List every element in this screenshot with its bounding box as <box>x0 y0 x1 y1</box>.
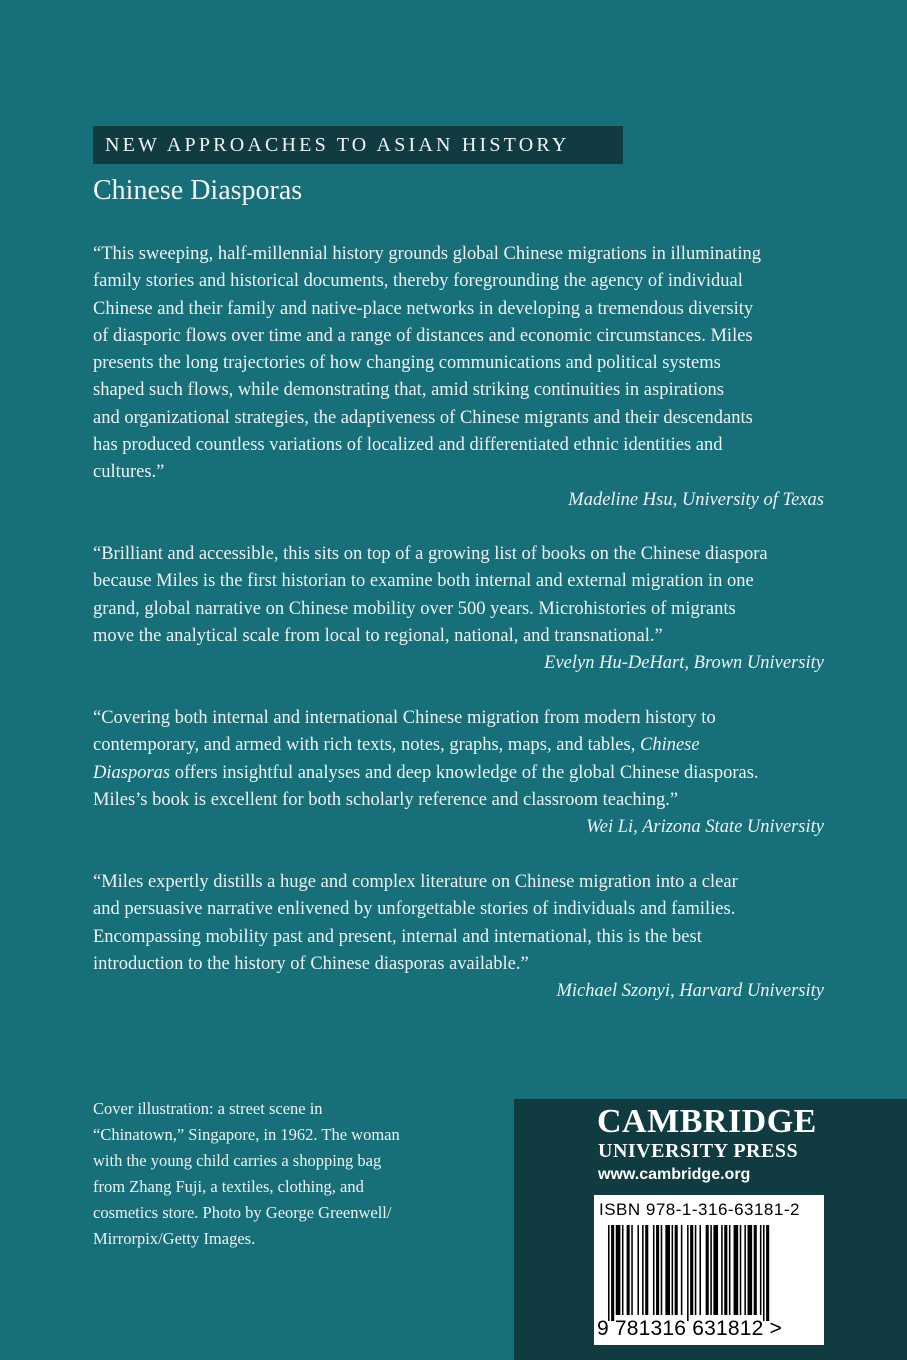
barcode-bar <box>642 1225 644 1315</box>
quote-line: “This sweeping, half-millennial history grounds global Chinese migrations in illuminating <box>93 244 761 264</box>
barcode-bar <box>627 1225 630 1315</box>
barcode-bar <box>695 1225 697 1315</box>
series-banner <box>93 126 623 164</box>
quote-line: offers insightful analyses and deep knowledge of the global Chinese diasporas. <box>170 762 759 783</box>
credit-line: from Zhang Fuji, a textiles, clothing, and <box>93 1177 364 1196</box>
quote-line: has produced countless variations of localized and differentiated ethnic identities and <box>93 435 723 456</box>
barcode-bar <box>616 1225 621 1315</box>
barcode-bar <box>645 1225 648 1315</box>
book-title-italic: Chinese <box>639 735 700 756</box>
quote-line: family stories and historical documents, thereby foregrounding the agency of individual <box>93 271 743 292</box>
barcode-bar <box>724 1225 727 1315</box>
quote-text <box>93 705 824 814</box>
quote-line: Chinese and their family and native-place networks in developing a tremendous diversity <box>93 298 754 319</box>
quote-attribution: Madeline Hsu, University of Texas <box>568 489 824 510</box>
barcode-bar <box>721 1225 723 1315</box>
isbn-barcode <box>594 1195 824 1345</box>
barcode-bar <box>687 1225 689 1321</box>
quote-text <box>93 541 824 650</box>
quote-line: because Miles is the first historian to examine both internal and external migration in one <box>93 571 754 592</box>
quote-line: of diasporic flows over time and a range of distances and economic circumstances. Miles <box>93 325 753 346</box>
credit-line: Cover illustration: a street scene in <box>93 1099 323 1118</box>
barcode-bar <box>665 1225 670 1315</box>
barcode-bar <box>744 1225 746 1315</box>
publisher-url: www.cambridge.org <box>598 1166 751 1183</box>
credit-line: “Chinatown,” Singapore, in 1962. The woman <box>93 1125 400 1144</box>
barcode-bar <box>740 1225 742 1315</box>
barcode-bar <box>763 1225 765 1321</box>
quote-line: and persuasive narrative enlivened by unforgettable stories of individuals and families. <box>93 899 736 920</box>
barcode-bar <box>710 1225 712 1315</box>
publisher-name: CAMBRIDGE <box>597 1103 817 1140</box>
review-quote-1 <box>93 241 824 514</box>
quote-text <box>93 869 824 978</box>
quote-line: Encompassing mobility past and present, internal and international, this is the best <box>93 926 702 947</box>
barcode-bar <box>637 1225 639 1315</box>
credit-line: cosmetics store. Photo by George Greenwell/ <box>93 1203 392 1222</box>
barcode-bar <box>706 1225 709 1315</box>
publisher-panel <box>514 1099 907 1360</box>
quote-line: introduction to the history of Chinese diasporas available.” <box>93 953 529 974</box>
barcode-bar <box>611 1225 614 1321</box>
review-quote-2 <box>93 541 824 677</box>
quote-attribution: Michael Szonyi, Harvard University <box>556 981 824 1002</box>
barcode-bar <box>729 1225 731 1315</box>
barcode-bar <box>699 1225 701 1315</box>
quote-line: cultures.” <box>93 462 165 483</box>
barcode-bar <box>754 1225 757 1315</box>
quote-line: grand, global narrative on Chinese mobility over 500 years. Microhistories of migrants <box>93 598 736 619</box>
review-quote-3 <box>93 705 824 841</box>
barcode-bar <box>656 1225 659 1315</box>
quote-attribution: Evelyn Hu-DeHart, Brown University <box>544 653 824 674</box>
review-quote-4 <box>93 869 824 1005</box>
quote-line: contemporary, and armed with rich texts, notes, graphs, maps, and tables, <box>93 735 640 756</box>
barcode-bar <box>675 1225 678 1315</box>
barcode-bar <box>672 1225 674 1315</box>
barcode-bar <box>766 1225 769 1321</box>
quote-attribution: Wei Li, Arizona State University <box>586 817 824 838</box>
quote-text <box>93 241 824 487</box>
barcode-bar <box>760 1225 762 1315</box>
barcode-bar <box>748 1225 753 1315</box>
barcode-bar <box>690 1225 693 1315</box>
barcode-bar <box>653 1225 655 1315</box>
book-title-italic: Diasporas <box>93 762 171 783</box>
barcode-bar <box>661 1225 663 1315</box>
quote-line: move the analytical scale from local to regional, national, and transnational.” <box>93 625 663 646</box>
barcode-bar <box>681 1225 683 1315</box>
quote-line: “Covering both internal and international Chinese migration from modern history to <box>93 708 716 728</box>
quote-line: Miles’s book is excellent for both scholarly reference and classroom teaching.” <box>93 789 679 810</box>
series-title: NEW APPROACHES TO ASIAN HISTORY <box>105 133 570 156</box>
isbn-label: ISBN 978-1-316-63181-2 <box>599 1200 800 1219</box>
quote-line: “Miles expertly distills a huge and complex literature on Chinese migration into a clear <box>93 872 738 892</box>
barcode-bar <box>631 1225 633 1315</box>
credit-line: Mirrorpix/Getty Images. <box>93 1229 256 1248</box>
quote-line: “Brilliant and accessible, this sits on top of a growing list of books on the Chinese diaspora <box>93 544 768 564</box>
quote-line: shaped such flows, while demonstrating that, amid striking continuities in aspirations <box>93 380 724 401</box>
credit-line: with the young child carries a shopping bag <box>93 1151 382 1170</box>
barcode-bar <box>734 1225 739 1315</box>
barcode-bar <box>608 1225 610 1321</box>
barcode-digits: 9 781316 631812 > <box>597 1317 782 1340</box>
cover-illustration-credit <box>93 1096 453 1252</box>
barcode-bar <box>622 1225 624 1315</box>
barcode-bar <box>713 1225 718 1315</box>
quote-line: and organizational strategies, the adaptiveness of Chinese migrants and their descendants <box>93 407 753 428</box>
quote-line: presents the long trajectories of how changing communications and political systems <box>93 353 721 374</box>
publisher-subtitle: UNIVERSITY PRESS <box>598 1140 799 1162</box>
book-title: Chinese Diasporas <box>93 175 303 206</box>
